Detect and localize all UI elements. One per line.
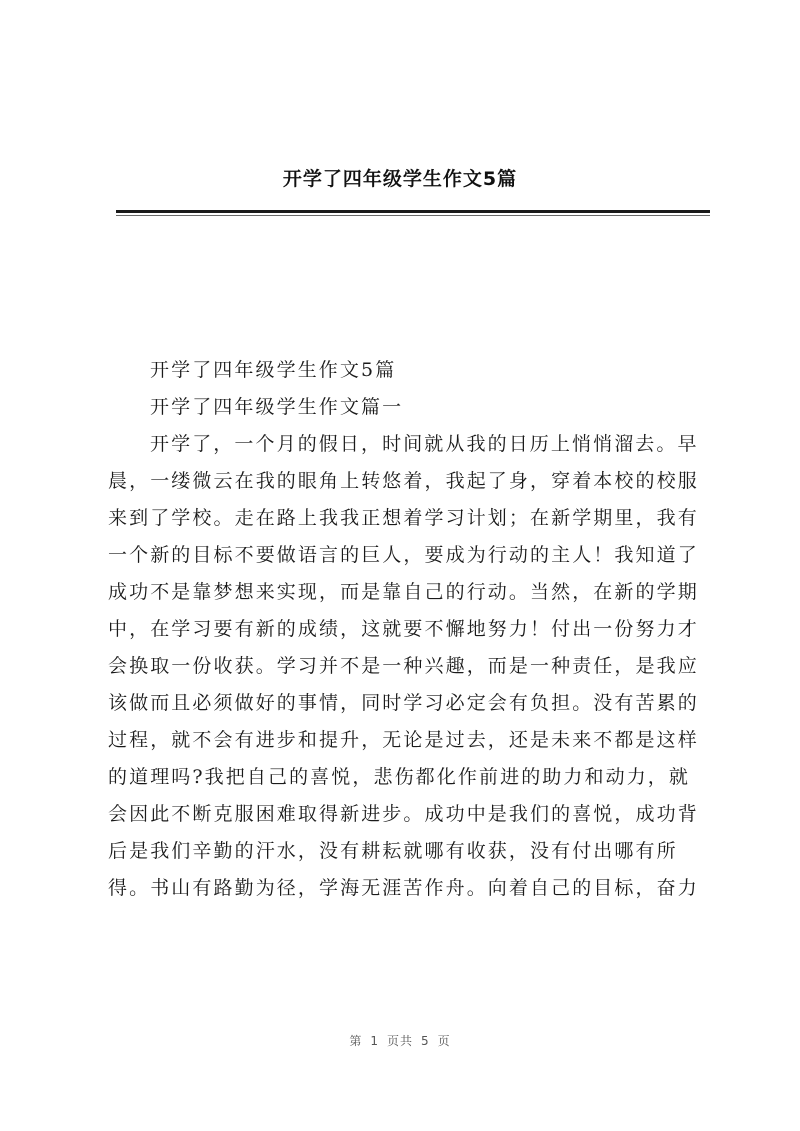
- document-header-title: 开学了四年级学生作文5篇: [282, 168, 518, 190]
- footer-page-total: 5: [421, 1034, 430, 1048]
- footer-page-number: 1: [370, 1034, 379, 1048]
- footer-page-suffix: 页: [437, 1034, 451, 1048]
- document-body: [108, 352, 708, 907]
- article-main-heading: 开学了四年级学生作文5篇: [150, 359, 397, 381]
- footer-page-prefix: 第: [349, 1034, 363, 1048]
- paragraph-line: 过程，就不会有进步和提升，无论是过去，还是未来不都是这样: [108, 729, 699, 751]
- article-section-heading: 开学了四年级学生作文篇一: [150, 396, 404, 418]
- header-divider: [116, 210, 710, 213]
- page-footer: [0, 1032, 800, 1049]
- header-divider-thin: [116, 215, 710, 216]
- paragraph-line: 后是我们辛勤的汗水，没有耕耘就哪有收获，没有付出哪有所: [108, 840, 678, 862]
- article-paragraph: [108, 426, 708, 907]
- paragraph-line: 成功不是靠梦想来实现，而是靠自己的行动。当然，在新的学期: [108, 581, 699, 603]
- paragraph-line: 该做而且必须做好的事情，同时学习必定会有负担。没有苦累的: [108, 692, 699, 714]
- paragraph-line: 开学了，一个月的假日，时间就从我的日历上悄悄溜去。早: [150, 433, 699, 455]
- paragraph-line: 一个新的目标不要做语言的巨人，要成为行动的主人！我知道了: [108, 544, 699, 566]
- paragraph-line: 得。书山有路勤为径，学海无涯苦作舟。向着自己的目标，奋力: [108, 877, 699, 899]
- paragraph-line: 会换取一份收获。学习并不是一种兴趣，而是一种责任，是我应: [108, 655, 699, 677]
- paragraph-line: 晨，一缕微云在我的眼角上转悠着，我起了身，穿着本校的校服: [108, 470, 699, 492]
- paragraph-line: 的道理吗?我把自己的喜悦，悲伤都化作前进的助力和动力，就: [108, 766, 690, 788]
- paragraph-line: 会因此不断克服困难取得新进步。成功中是我们的喜悦，成功背: [108, 803, 699, 825]
- paragraph-line: 来到了学校。走在路上我我正想着学习计划；在新学期里，我有: [108, 507, 699, 529]
- footer-page-middle: 页共: [386, 1034, 413, 1048]
- paragraph-line: 中，在学习要有新的成绩，这就要不懈地努力！付出一份努力才: [108, 618, 699, 640]
